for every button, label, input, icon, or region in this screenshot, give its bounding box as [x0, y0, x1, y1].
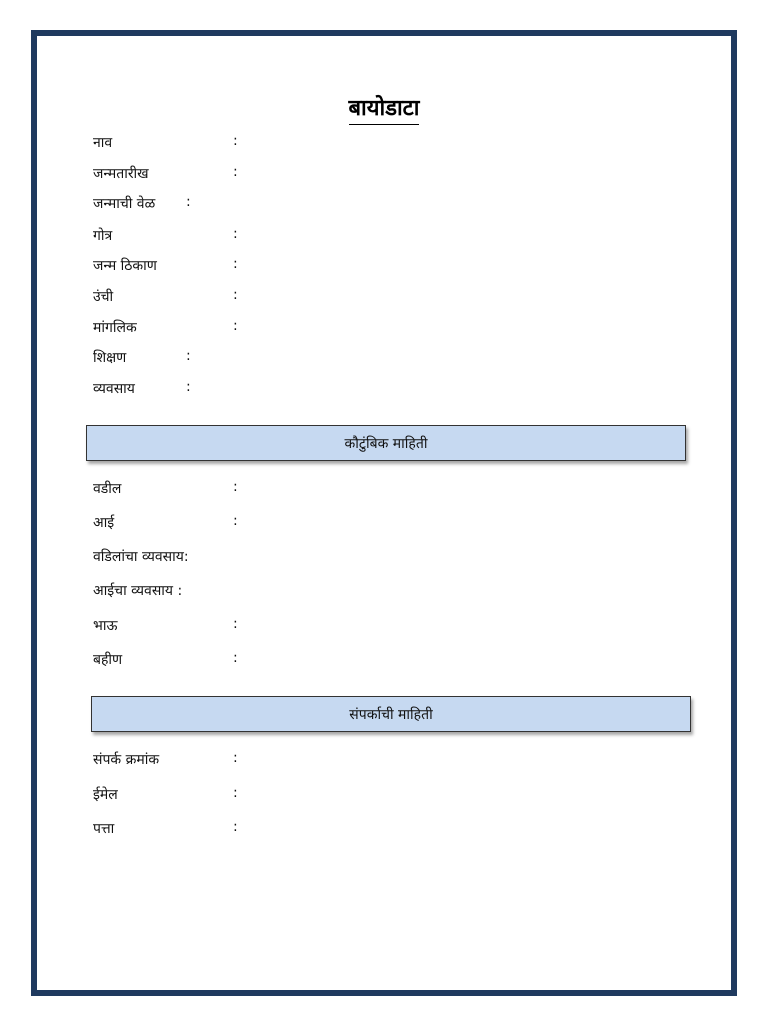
page-title: बायोडाटा [0, 92, 768, 125]
field-colon: : [186, 348, 191, 364]
field-label: आईचा व्यवसाय : [93, 583, 183, 599]
field-colon: : [233, 287, 238, 303]
field-colon: : [233, 226, 238, 242]
contact-section-header [91, 696, 691, 732]
field-colon: : [233, 479, 238, 495]
field-colon: : [233, 318, 238, 334]
field-label: भाऊ [93, 618, 118, 634]
field-label: वडील [93, 481, 122, 497]
field-label: पत्ता [93, 821, 115, 837]
field-label: बहीण [93, 652, 123, 668]
field-label: मांगलिक [93, 320, 137, 336]
field-label: संपर्क क्रमांक [93, 752, 160, 768]
field-label: उंची [93, 289, 114, 305]
field-colon: : [233, 164, 238, 180]
field-label: आई [93, 515, 115, 531]
field-colon: : [233, 785, 238, 801]
contact-section-title: संपर्काची माहिती [349, 706, 433, 723]
field-label: जन्माची वेळ [93, 196, 156, 212]
field-colon: : [233, 256, 238, 272]
field-colon: : [233, 819, 238, 835]
field-label: व्यवसाय [93, 381, 135, 397]
field-colon: : [186, 379, 191, 395]
field-colon: : [233, 650, 238, 666]
field-colon: : [233, 513, 238, 529]
field-colon: : [233, 750, 238, 766]
family-section-header [86, 425, 686, 461]
field-colon: : [186, 194, 191, 210]
field-label: वडिलांचा व्यवसाय: [93, 549, 189, 565]
field-label: गोत्र [93, 228, 113, 244]
family-section-title: कौटुंबिक माहिती [344, 435, 428, 452]
field-label: नाव [93, 135, 113, 151]
field-colon: : [233, 616, 238, 632]
field-label: जन्म ठिकाण [93, 258, 157, 274]
field-colon: : [233, 133, 238, 149]
field-label: शिक्षण [93, 350, 127, 366]
field-label: जन्मतारीख [93, 166, 149, 182]
field-label: ईमेल [93, 787, 118, 803]
